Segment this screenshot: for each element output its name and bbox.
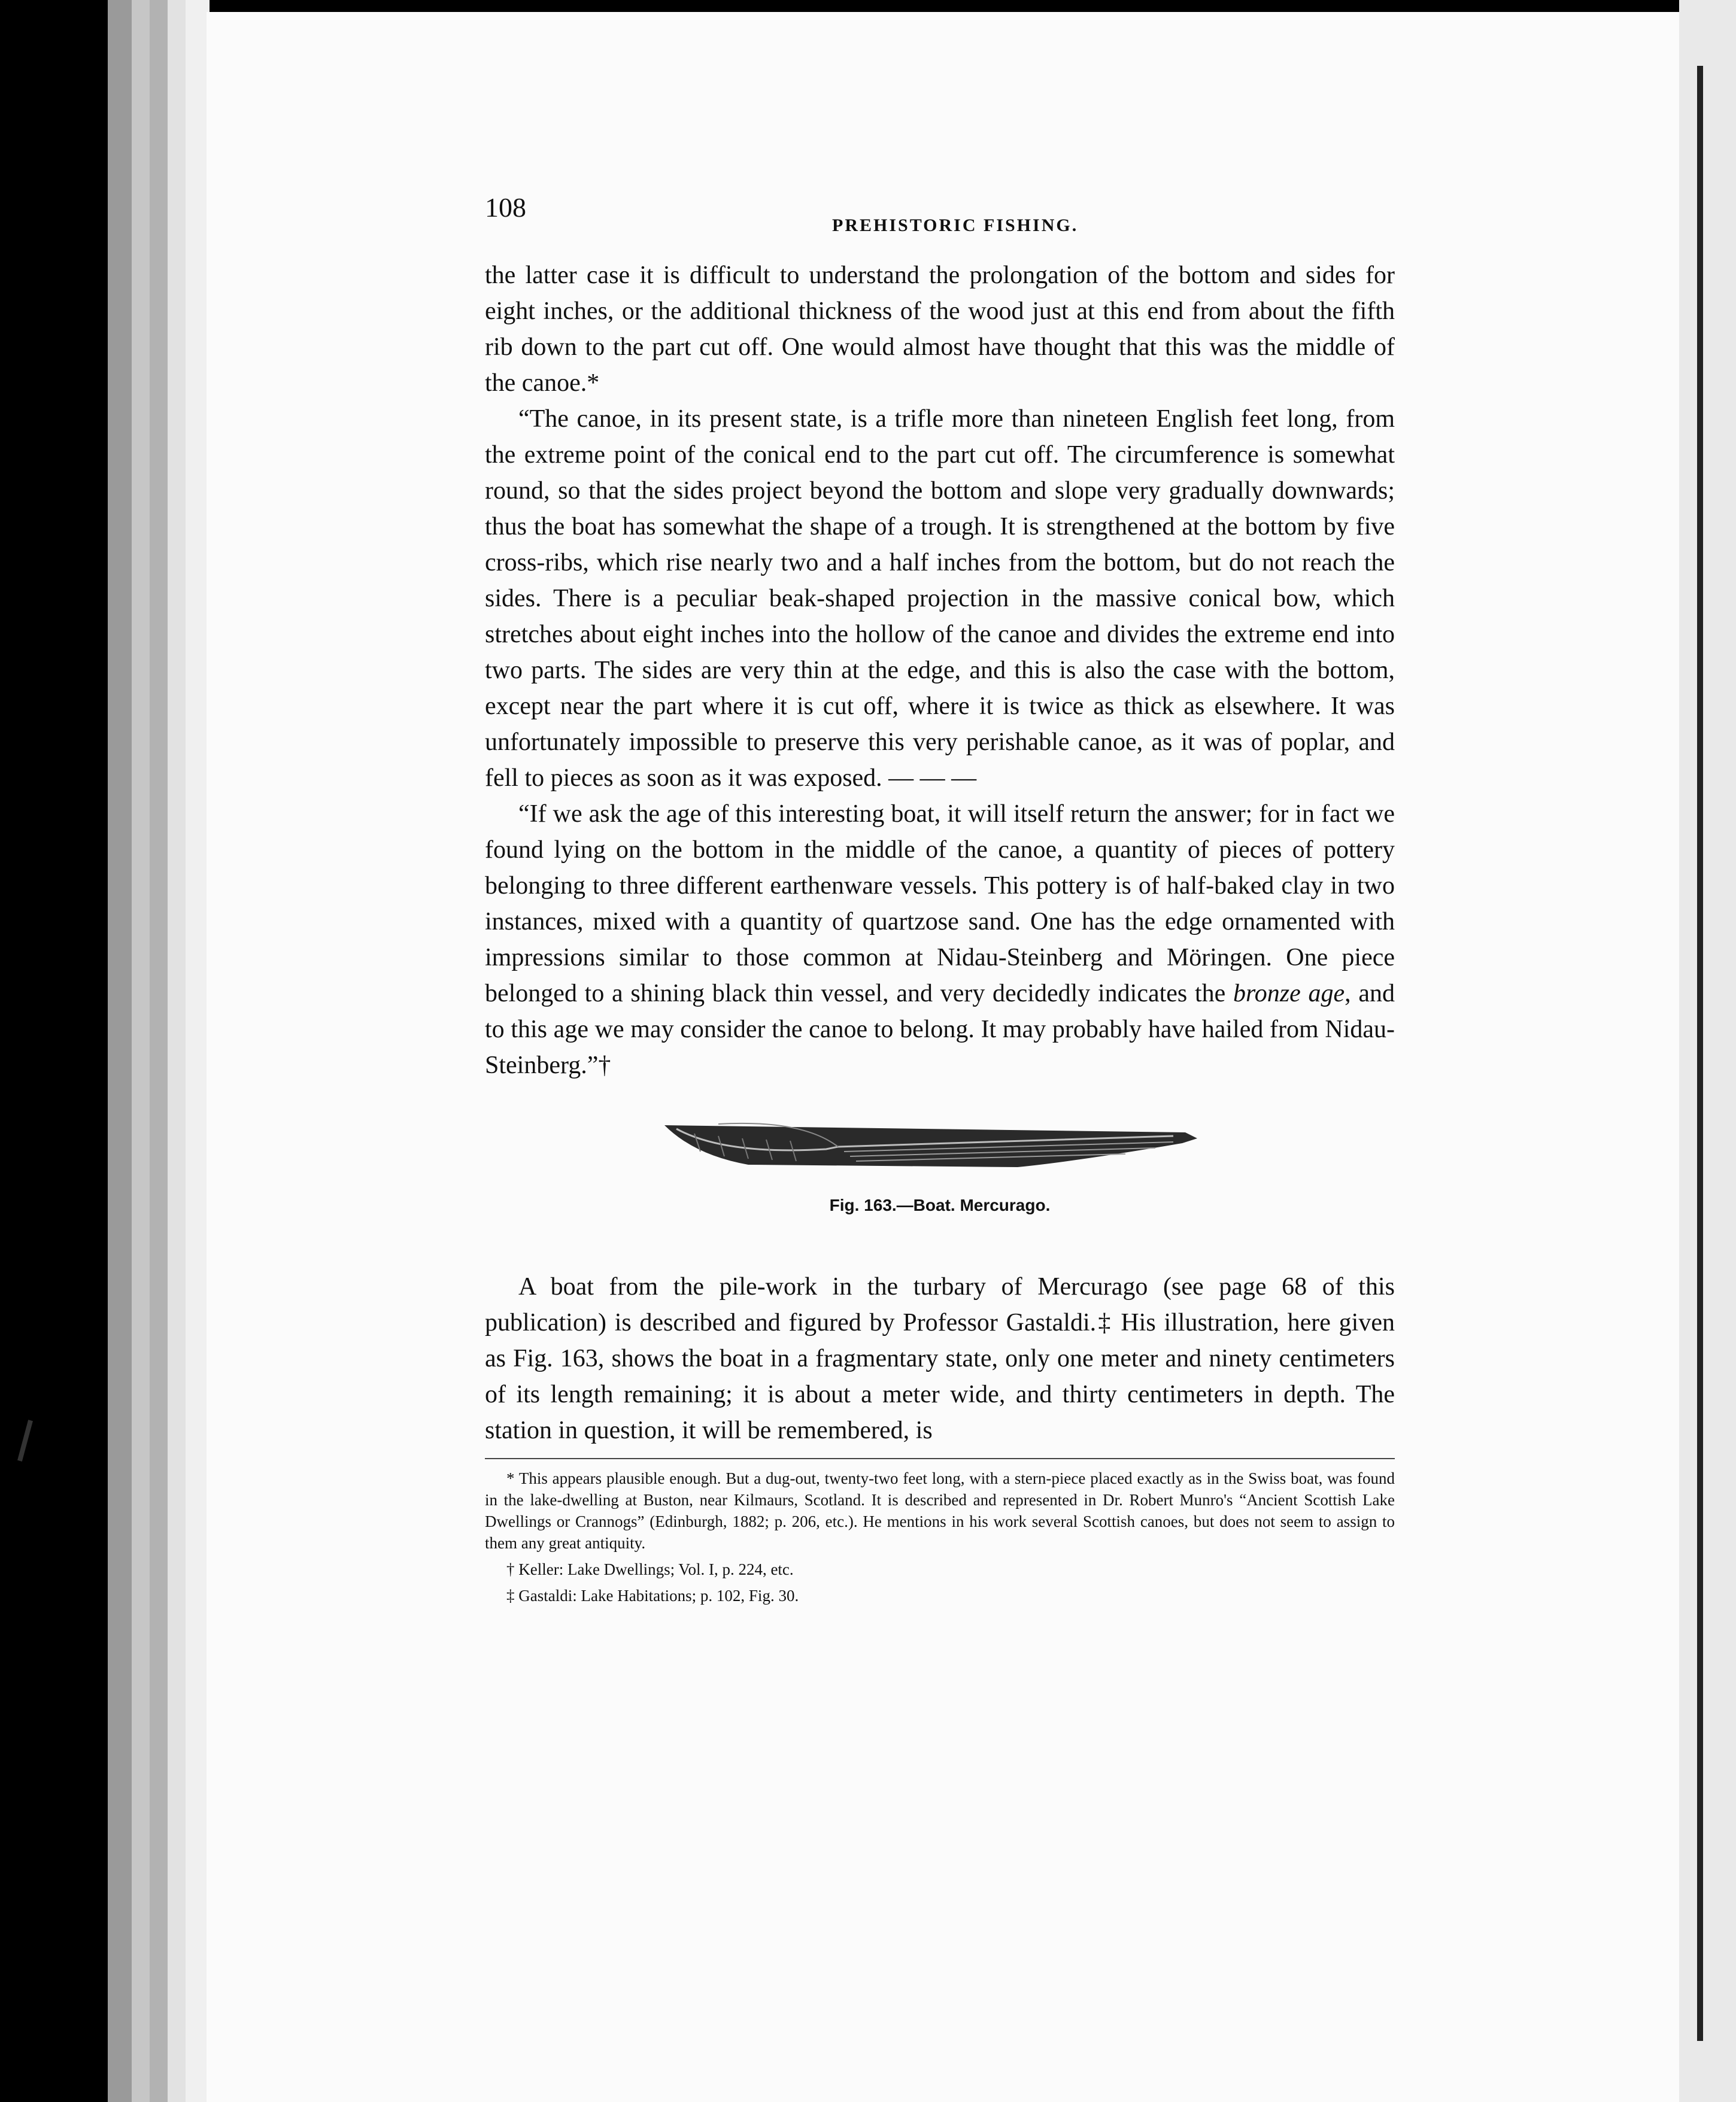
figure-caption: Fig. 163.—Boat. Mercurago. bbox=[829, 1196, 1051, 1214]
page-edge bbox=[132, 0, 150, 2102]
paragraph-boat-age bbox=[485, 796, 1395, 1083]
paragraph-canoe-description: “The canoe, in its present state, is a trifle more than nineteen English feet long, from the extreme point of the conical end to the part cut off. The circumference is somewhat round, so that the sides project beyond the bottom and slope very gradually downwards; thus the boat has somewhat the shape of a trough. It is strengthened at the bottom by five cross-ribs, which rise nearly two and a half inches from the bottom, but do not reach the sides. There is a peculiar beak-shaped projection in the massive conical bow, which stretches about eight inches into the hollow of the canoe and divides the extreme end into two parts. The sides are very thin at the edge, and this is also the case with the bottom, except near the part where it is cut off, where it is twice as thick as elsewhere. It was unfortunately impossible to preserve this very perishable canoe, as it was of poplar, and fell to pieces as soon as it was exposed. — — — bbox=[485, 405, 1395, 792]
facing-page-edge bbox=[1679, 0, 1736, 2102]
page-header bbox=[485, 192, 1395, 257]
paragraph-mercurago: A boat from the pile-work in the turbary of Mercurago (see page 68 of this publication) is described and figured by Professor Gastaldi.‡ His illustration, here given as Fig. 163, shows the boat in a fragmentary state, only one meter and ninety centimeters of its length remaining; it is about a meter wide, and thirty centimeters in depth. The station in question, it will be remembered, is bbox=[485, 1273, 1395, 1444]
footnote-1: * This appears plausible enough. But a dug-out, twenty-two feet long, with a stern-piece placed exactly as in the Swiss boat, was found in the lake-dwelling at Buston, near Kilmaurs, Scotland. It is described and represented in Dr. Robert Munro's “Ancient Scottish Lake Dwellings or Crannogs” (Edinburgh, 1882; p. 206, etc.). He mentions in his work several Scottish canoes, but does not seem to assign to them any great antiquity. bbox=[485, 1469, 1395, 1552]
page-edge bbox=[108, 0, 132, 2102]
page-edge bbox=[186, 0, 210, 2102]
running-head: PREHISTORIC FISHING. bbox=[832, 215, 1079, 235]
stacked-page-edges bbox=[108, 0, 210, 2102]
paragraph-text: “If we ask the age of this interesting boat, it will itself return the answer; for in fact we found lying on the bottom in the middle of the canoe, a quantity of pieces of pottery belonging to three different earthenware vessels. This pottery is of half-baked clay in two instances, mixed with a quantity of quartzose sand. One has the edge ornamented with impressions similar to those common at Nidau-Steinberg and Möringen. One piece belonged to a shining black thin vessel, and very decidedly indicates the bbox=[485, 800, 1395, 1007]
scan-mark bbox=[17, 1420, 33, 1462]
page-edge bbox=[150, 0, 168, 2102]
page-number: 108 bbox=[485, 192, 526, 223]
footnote-rule bbox=[485, 1458, 1395, 1459]
figure-163 bbox=[485, 1107, 1395, 1269]
italic-term: bronze age bbox=[1233, 980, 1345, 1007]
page-edge bbox=[168, 0, 186, 2102]
footnote-2: † Keller: Lake Dwellings; Vol. I, p. 224, etc. bbox=[506, 1560, 794, 1578]
boat-illustration bbox=[658, 1107, 1209, 1179]
paragraph-text: , and to this age we may consider the canoe to belong. It may probably have hailed from Nidau-Steinberg.”† bbox=[485, 980, 1395, 1079]
footnote-3: ‡ Gastaldi: Lake Habitations; p. 102, Fig. 30. bbox=[506, 1587, 799, 1605]
page-content bbox=[485, 192, 1395, 1611]
paragraph-continued: the latter case it is difficult to understand the prolongation of the bottom and sides for eight inches, or the additional thickness of the wood just at this end from about the fifth rib down to the part cut off. One would almost have thought that this was the middle of the canoe.* bbox=[485, 262, 1395, 397]
